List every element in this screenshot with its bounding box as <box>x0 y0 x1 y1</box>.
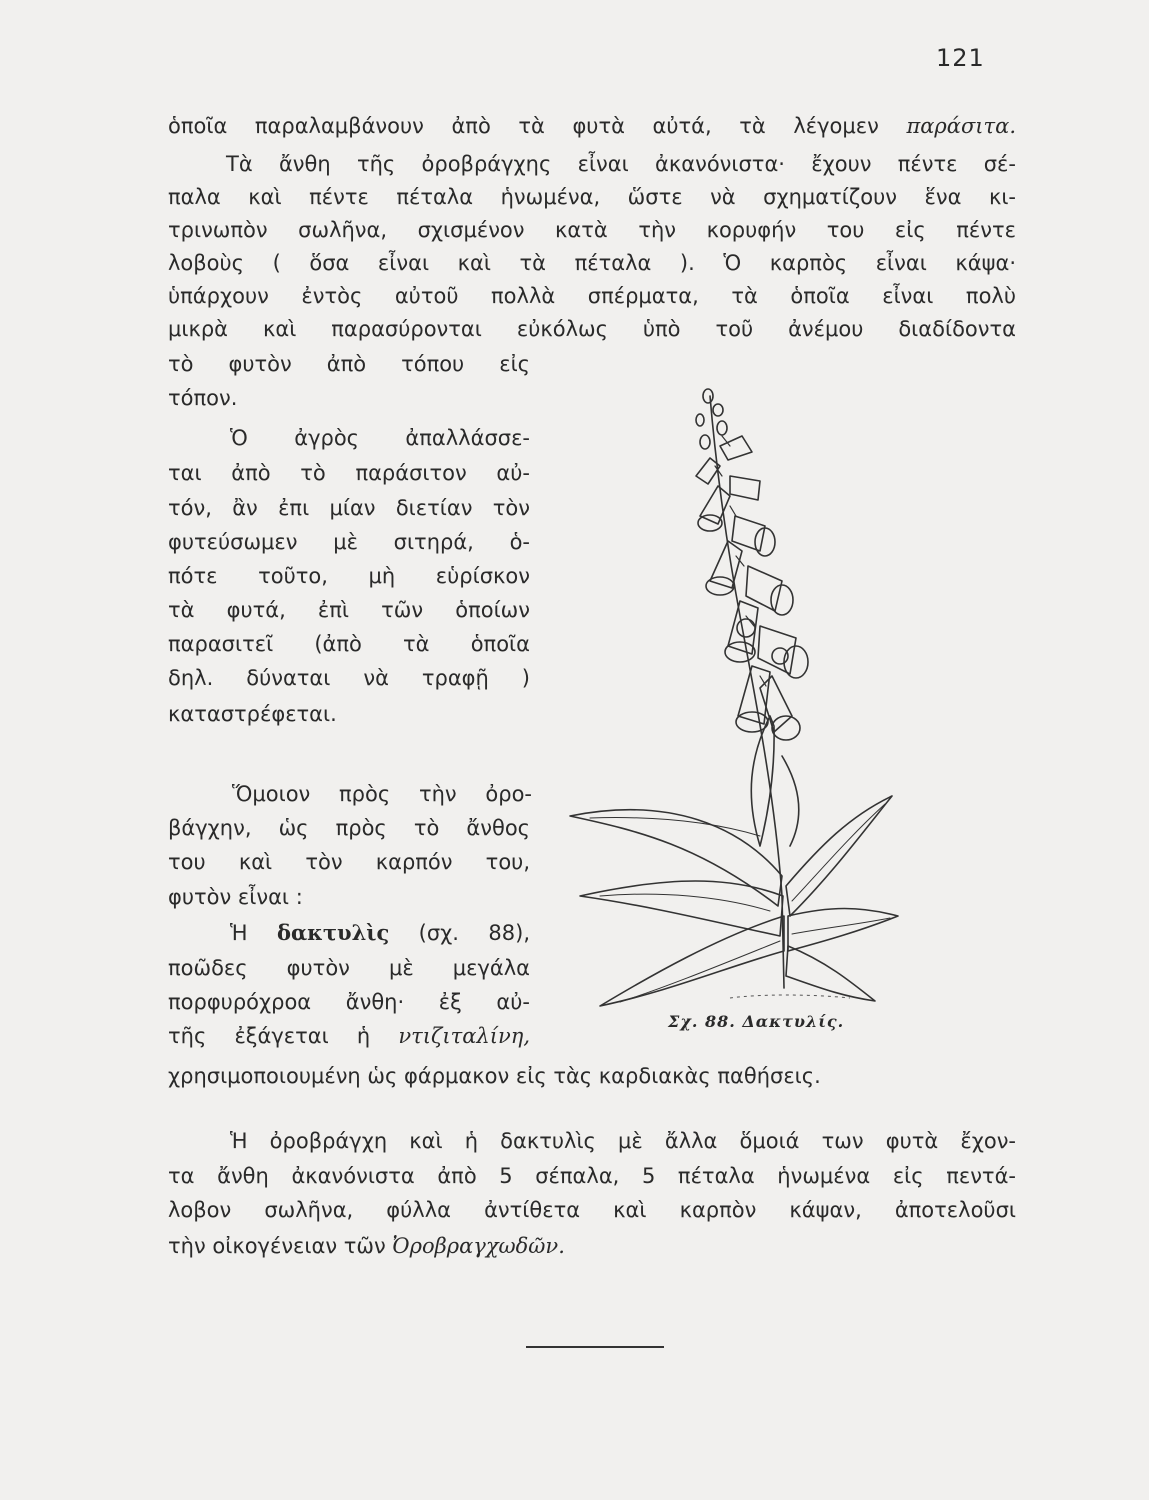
text-line: Ὅμοιον πρὸς τὴν ὀρο- <box>232 782 532 806</box>
text-line: τρινωπὸν σωλῆνα, σχισμένον κατὰ τὴν κορυφήν του εἰς πέντε <box>168 218 1016 242</box>
flower-bud <box>717 421 727 435</box>
text-line: τόπον. <box>168 386 238 410</box>
flower-bud <box>703 389 713 403</box>
flower-mouth <box>771 585 793 615</box>
text-line: τόν, ἂν ἐπι μίαν διετίαν τὸν <box>168 496 530 520</box>
text-line: Ἡ ὀροβράγχη καὶ ἡ δακτυλὶς μὲ ἄλλα ὅμοιά των φυτὰ ἔχον- <box>230 1129 1016 1153</box>
text-line <box>168 1236 565 1257</box>
text-line: παρασιτεῖ (ἀπὸ τὰ ὁποῖα <box>168 632 530 656</box>
flower-bud <box>713 404 723 416</box>
text-line: τὰ φυτά, ἐπὶ τῶν ὁποίων <box>168 598 530 622</box>
text-line <box>168 1026 530 1047</box>
text-line: ὑπάρχουν ἐντὸς αὐτοῦ πολλὰ σπέρματα, τὰ ὁποῖα εἶναι πολὺ <box>168 284 1016 308</box>
leaf <box>786 946 875 1001</box>
text-segment: Ἡ <box>230 921 277 945</box>
bell-flower <box>730 476 760 500</box>
italic-term: ντιζιταλίνη, <box>398 1024 530 1048</box>
section-divider <box>526 1346 664 1348</box>
flower-open <box>737 619 755 637</box>
flower-mouth <box>725 642 755 662</box>
leaf <box>782 756 799 846</box>
bold-term: δακτυλὶς <box>276 920 390 945</box>
bell-flower <box>710 541 742 588</box>
leaf-vein <box>792 804 885 901</box>
text-line: Ὁ ἀγρὸς ἀπαλλάσσε- <box>230 426 530 450</box>
text-line: φυτὸν εἶναι : <box>168 885 303 909</box>
text-segment: τὴν οἰκογένειαν τῶν <box>168 1234 393 1258</box>
bell-flower <box>728 601 758 654</box>
flower-mouth <box>784 646 808 678</box>
page-number: 121 <box>936 44 985 72</box>
text-line: ποῶδες φυτὸν μὲ μεγάλα <box>168 956 530 980</box>
text-line: του καὶ τὸν καρπόν του, <box>168 850 530 874</box>
text-line <box>230 922 530 944</box>
bell-flower <box>700 486 730 524</box>
leaf <box>786 796 892 916</box>
text-line: πότε τοῦτο, μὴ εὑρίσκον <box>168 564 530 588</box>
text-line: πορφυρόχροα ἄνθη· ἐξ αὐ- <box>168 990 530 1014</box>
text-segment: ὁποῖα παραλαμβάνουν ἀπὸ τὰ φυτὰ αὐτά, τὰ λέγομεν <box>168 114 907 138</box>
italic-term: Ὀροβραγχωδῶν. <box>392 1234 565 1258</box>
text-line: Τὰ ἄνθη τῆς ὀροβράγχης εἶναι ἀκανόνιστα· ἔχουν πέντε σέ- <box>226 152 1016 176</box>
flower-mouth <box>755 528 775 556</box>
flower-bud <box>696 414 704 426</box>
flower-mouth <box>736 712 768 732</box>
text-line: λοβοὺς ( ὅσα εἶναι καὶ τὰ πέταλα ). Ὁ καρπὸς εἶναι κάψα· <box>168 251 1016 275</box>
text-line: μικρὰ καὶ παρασύρονται εὐκόλως ὑπὸ τοῦ ἀνέμου διαδίδοντα <box>168 317 1016 341</box>
text-line: παλα καὶ πέντε πέταλα ἡνωμένα, ὥστε νὰ σχηματίζουν ἕνα κι- <box>168 185 1016 209</box>
foxglove-illustration <box>560 376 900 1016</box>
italic-term: παράσιτα. <box>906 114 1016 138</box>
leaf <box>751 716 774 846</box>
text-line: καταστρέφεται. <box>168 702 337 726</box>
text-line: τὸ φυτὸν ἀπὸ τόπου εἰς <box>168 352 530 376</box>
text-line: τα ἄνθη ἀκανόνιστα ἀπὸ 5 σέπαλα, 5 πέταλα ἡνωμένα εἰς πεντά- <box>168 1164 1016 1188</box>
ground-line <box>730 995 850 998</box>
leaf-vein <box>792 918 890 934</box>
leaf <box>788 909 898 952</box>
leaf <box>600 916 784 1006</box>
text-line: λοβον σωλῆνα, φύλλα ἀντίθετα καὶ καρπὸν κάψαν, ἀποτελοῦσι <box>168 1198 1016 1222</box>
text-segment: τῆς ἐξάγεται ἡ <box>168 1024 399 1048</box>
text-line: ται ἀπὸ τὸ παράσιτον αὐ- <box>168 461 530 485</box>
plant-stem <box>710 396 784 988</box>
bell-flower <box>732 516 765 551</box>
bell-flower <box>746 566 782 611</box>
text-line <box>168 116 1016 137</box>
text-line: δηλ. δύναται νὰ τραφῇ ) <box>168 666 530 690</box>
bell-flower <box>758 626 796 674</box>
flower-mouth <box>706 577 734 595</box>
leaf-vein <box>600 894 770 911</box>
text-segment: (σχ. 88), <box>389 921 530 945</box>
flower-mouth <box>772 716 800 740</box>
flower-bud <box>700 435 710 449</box>
text-line: χρησιμοποιουμένη ὡς φάρμακον εἰς τὰς καρδιακὰς παθήσεις. <box>168 1064 821 1088</box>
text-line: βάγχην, ὡς πρὸς τὸ ἄνθος <box>168 816 530 840</box>
text-line: φυτεύσωμεν μὲ σιτηρά, ὁ- <box>168 530 530 554</box>
figure-caption: Σχ. 88. Δακτυλίς. <box>668 1012 845 1031</box>
